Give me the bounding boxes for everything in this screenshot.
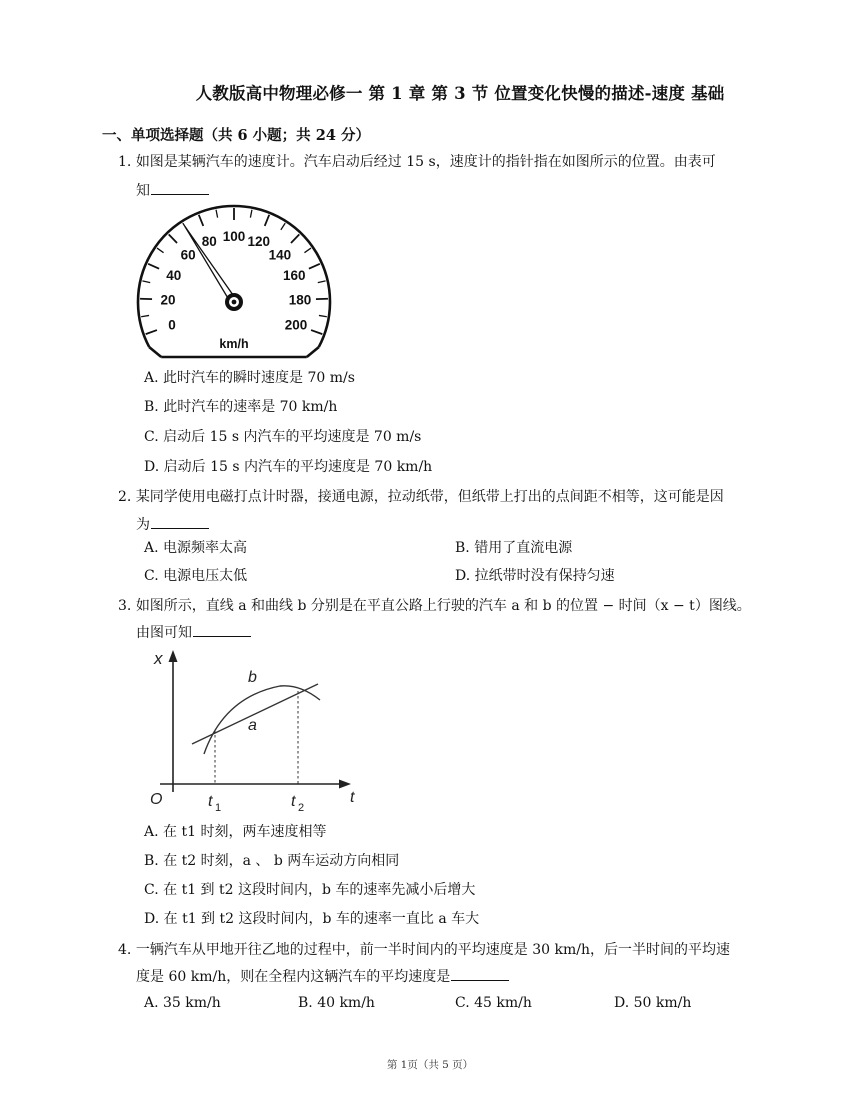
page-footer: 第 1页（共 5 页）: [386, 1059, 474, 1071]
speedometer-label: 100: [222, 229, 246, 244]
speedometer-label: 140: [268, 247, 292, 263]
svg-text:t: t: [291, 793, 296, 810]
question-4-text-cont: 度是 60 km/h，则在全程内这辆汽车的平均速度是: [136, 969, 451, 985]
speedometer-tick: [216, 210, 218, 218]
question-2-line-1: [118, 487, 724, 507]
question-2-number: 2.: [118, 489, 132, 505]
speedometer-tick: [169, 234, 177, 243]
speedometer-tick: [199, 215, 203, 226]
axis-x-label: x: [154, 649, 163, 668]
question-4-line-2: [136, 966, 509, 987]
speedometer-tick: [311, 330, 322, 334]
question-1-option-c[interactable]: C. 启动后 15 s 内汽车的平均速度是 70 m/s: [144, 429, 422, 445]
speedometer-tick: [318, 281, 326, 283]
speedometer-tick: [157, 248, 164, 253]
question-3-text: 如图所示，直线 a 和曲线 b 分别是在平直公路上行驶的汽车 a 和 b 的位置 − 时间（x − t）图线。: [135, 598, 751, 614]
speedometer-tick: [146, 330, 157, 334]
speedometer-base-right: [307, 347, 319, 357]
origin-label: O: [150, 791, 163, 808]
y-axis-arrow-icon: [169, 650, 178, 662]
question-3-option-a[interactable]: A. 在 t1 时刻，两车速度相等: [144, 824, 327, 840]
speedometer-label: 20: [160, 292, 176, 308]
speedometer-label: 120: [247, 233, 270, 249]
speedometer-label: 160: [283, 268, 306, 284]
question-3-option-c[interactable]: C. 在 t1 到 t2 这段时间内，b 车的速率先减小后增大: [144, 882, 476, 898]
question-4-number: 4.: [118, 942, 132, 958]
speedometer-tick: [141, 315, 149, 316]
speedometer-label: 180: [288, 292, 312, 308]
question-2-option-a[interactable]: A. 电源频率太高: [144, 540, 248, 556]
question-2-text-cont: 为: [136, 517, 150, 533]
section-heading: 一、单项选择题（共 6 小题；共 24 分）: [102, 127, 370, 144]
question-4-line-1: [118, 940, 730, 960]
speedometer-label: 0: [168, 317, 176, 333]
curve-b: [204, 686, 320, 754]
question-3-text-cont: 由图可知: [136, 625, 192, 641]
speedometer-tick: [304, 248, 311, 253]
speedometer-label: 40: [166, 268, 182, 284]
question-3-option-b[interactable]: B. 在 t2 时刻，a 、 b 两车运动方向相同: [144, 853, 400, 869]
question-1-option-a[interactable]: A. 此时汽车的瞬时速度是 70 m/s: [144, 370, 355, 386]
speedometer-tick: [250, 210, 252, 218]
answer-blank: [451, 966, 509, 981]
question-1-text: 如图是某辆汽车的速度计。汽车启动后经过 15 s，速度计的指针指在如图所示的位置。由表可: [135, 154, 716, 170]
question-3-line-1: [118, 596, 751, 616]
question-4-option-d[interactable]: D. 50 km/h: [614, 995, 692, 1011]
line-a: [192, 684, 318, 744]
speedometer-tick: [309, 264, 320, 269]
svg-text:2: 2: [298, 802, 305, 814]
question-1-number: 1.: [118, 154, 132, 170]
line-a-label: a: [248, 717, 257, 734]
speedometer-tick: [142, 281, 150, 283]
question-1-option-d[interactable]: D. 启动后 15 s 内汽车的平均速度是 70 km/h: [144, 459, 433, 475]
x-axis-arrow-icon: [339, 780, 351, 789]
question-3-line-2: [136, 622, 251, 643]
question-1-line-2: [136, 180, 209, 201]
page-title: 人教版高中物理必修一 第 1 章 第 3 节 位置变化快慢的描述-速度 基础: [195, 84, 725, 103]
speedometer-label: 200: [284, 317, 308, 333]
answer-blank: [151, 180, 209, 195]
svg-text:1: 1: [215, 802, 222, 814]
question-4-option-c[interactable]: C. 45 km/h: [455, 995, 532, 1011]
question-2-option-d[interactable]: D. 拉纸带时没有保持匀速: [455, 568, 615, 584]
speedometer-label: 60: [180, 247, 196, 263]
question-2-option-b[interactable]: B. 错用了直流电源: [455, 540, 573, 556]
question-1-line-1: [118, 152, 716, 172]
question-2-option-c[interactable]: C. 电源电压太低: [144, 568, 248, 584]
xt-graph-figure: [140, 642, 365, 820]
question-1-text-cont: 知: [136, 183, 150, 199]
question-1-option-b[interactable]: B. 此时汽车的速率是 70 km/h: [144, 399, 338, 415]
question-2-text: 某同学使用电磁打点计时器，接通电源，拉动纸带，但纸带上打出的点间距不相等，这可能是因: [135, 489, 724, 505]
question-4-option-a[interactable]: A. 35 km/h: [144, 995, 221, 1011]
speedometer-tick: [148, 264, 159, 269]
question-4-option-b[interactable]: B. 40 km/h: [298, 995, 375, 1011]
speedometer-tick: [265, 215, 269, 226]
answer-blank: [151, 514, 209, 529]
t1-label: [208, 793, 221, 814]
speedometer-label: 80: [201, 233, 217, 249]
t2-label: [291, 793, 304, 814]
axis-t-label: t: [350, 789, 355, 806]
speedometer-base-left: [149, 347, 161, 357]
svg-text:t: t: [208, 793, 213, 810]
question-3-option-d[interactable]: D. 在 t1 到 t2 这段时间内，b 车的速率一直比 a 车大: [144, 911, 480, 927]
speedometer-tick: [291, 234, 299, 243]
speedometer-hub-center: [232, 300, 237, 305]
question-3-number: 3.: [118, 598, 132, 614]
speedometer-unit: km/h: [219, 337, 249, 351]
answer-blank: [193, 622, 251, 637]
speedometer-tick: [319, 315, 327, 316]
speedometer-tick: [281, 223, 285, 230]
speedometer-figure: [124, 202, 334, 364]
curve-b-label: b: [248, 669, 257, 686]
question-4-text: 一辆汽车从甲地开往乙地的过程中，前一半时间内的平均速度是 30 km/h，后一半时间的平均速: [135, 942, 731, 958]
question-2-line-2: [136, 514, 209, 535]
